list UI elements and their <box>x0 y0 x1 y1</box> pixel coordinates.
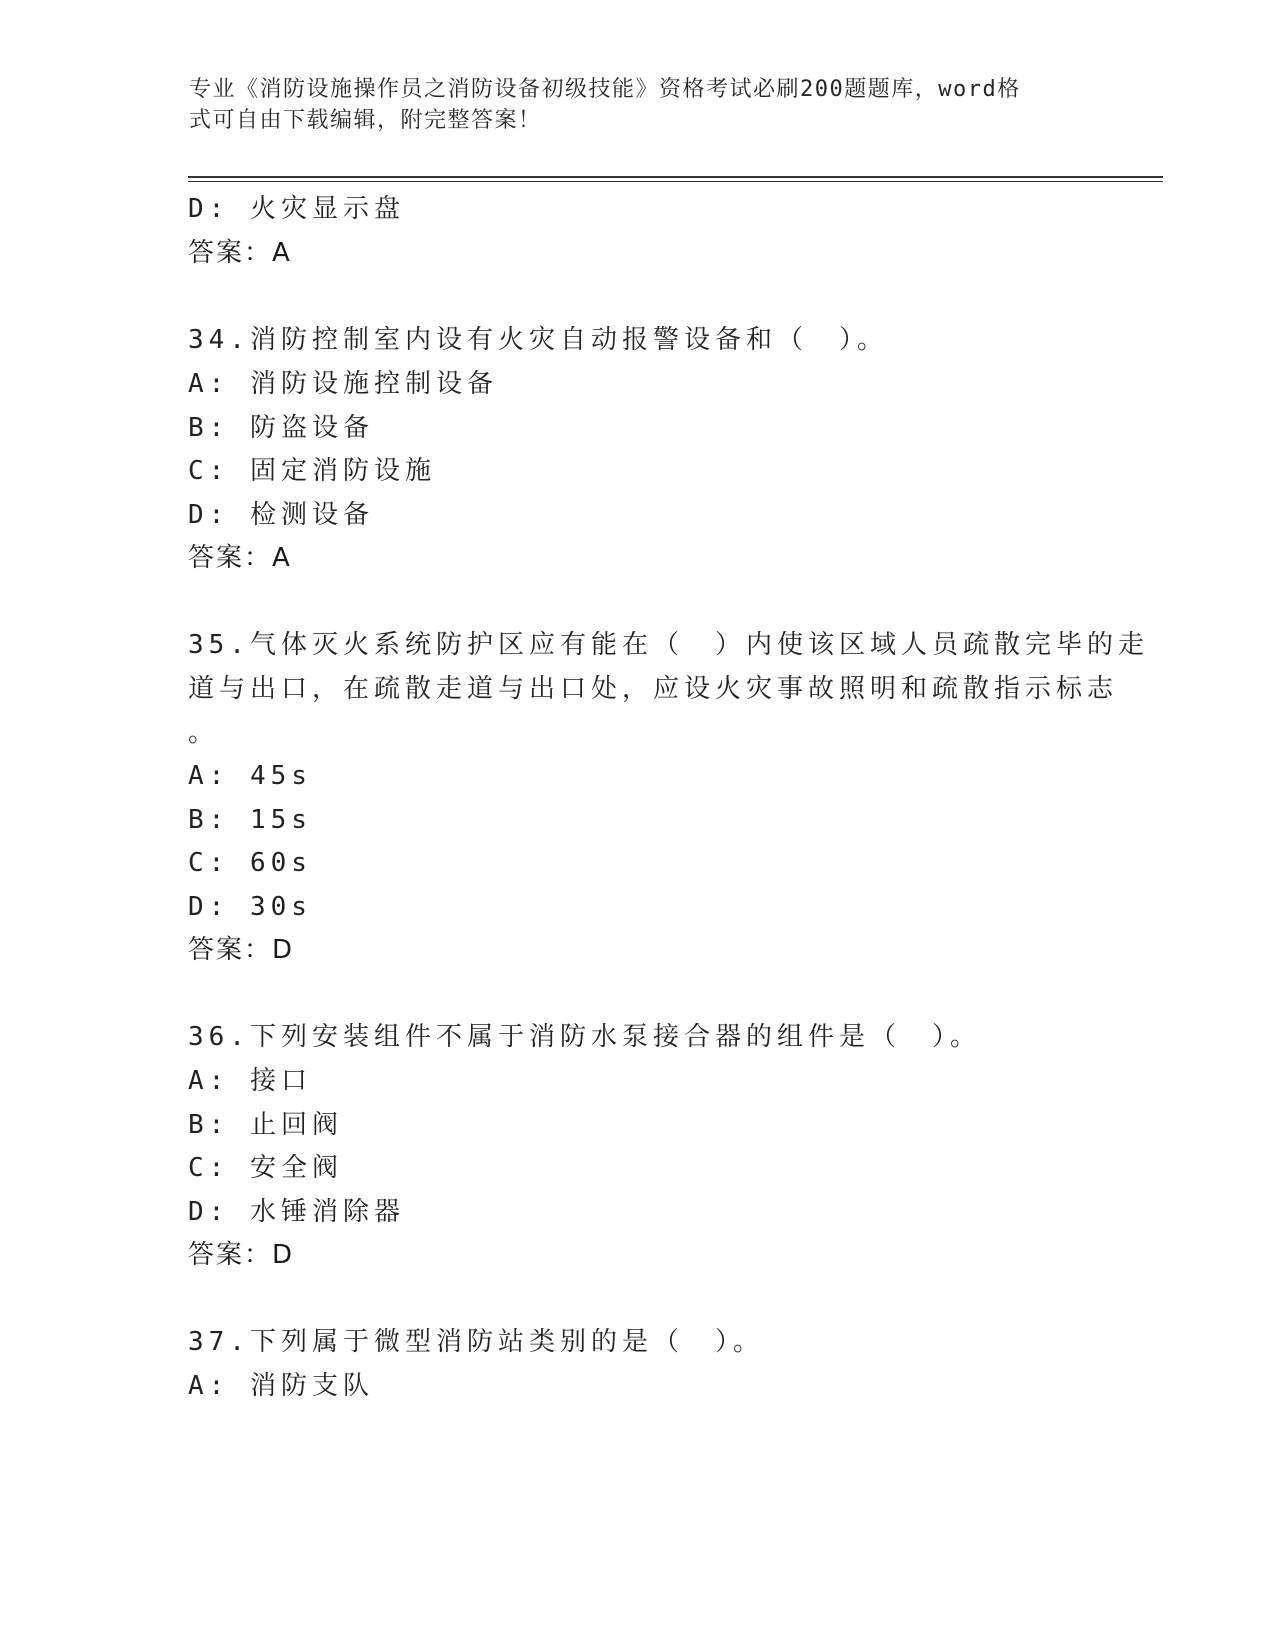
question-34-option-d: D: 检测设备 <box>188 500 374 530</box>
question-33-answer: 答案：A <box>188 238 292 268</box>
question-35-stem-line-2: 道与出口，在疏散走道与出口处，应设火灾事故照明和疏散指示标志 <box>188 674 1119 704</box>
question-34-option-c: C: 固定消防设施 <box>188 456 436 486</box>
question-37-option-a: A: 消防支队 <box>188 1371 374 1401</box>
document-header <box>189 74 1079 136</box>
header-line-1: 专业《消防设施操作员之消防设备初级技能》资格考试必刷200题题库，word格 <box>189 77 1021 102</box>
question-35-answer: 答案：D <box>188 935 295 965</box>
header-rule-thick <box>188 176 1163 178</box>
question-34-stem: 34.消防控制室内设有火灾自动报警设备和（ ）。 <box>188 325 888 355</box>
question-35-option-b: B: 15s <box>188 805 312 835</box>
question-36-option-a: A: 接口 <box>188 1066 312 1096</box>
question-36-option-c: C: 安全阀 <box>188 1153 343 1183</box>
question-35-stem-line-1: 35.气体灭火系统防护区应有能在（ ）内使该区域人员疏散完毕的走 <box>188 630 1149 660</box>
question-36-option-d: D: 水锤消除器 <box>188 1197 405 1227</box>
question-35-stem-line-3: 。 <box>188 718 220 748</box>
question-36-answer: 答案：D <box>188 1240 295 1270</box>
question-34-option-b: B: 防盗设备 <box>188 413 374 443</box>
question-37-stem: 37.下列属于微型消防站类别的是（ ）。 <box>188 1327 764 1357</box>
question-34-answer: 答案：A <box>188 543 292 573</box>
header-line-2: 式可自由下载编辑，附完整答案！ <box>189 108 542 133</box>
question-35-option-a: A: 45s <box>188 761 312 791</box>
question-34-option-a: A: 消防设施控制设备 <box>188 369 498 399</box>
question-36-option-b: B: 止回阀 <box>188 1110 343 1140</box>
question-35-option-c: C: 60s <box>188 848 312 878</box>
question-35-option-d: D: 30s <box>188 892 312 922</box>
header-rule-thin <box>188 181 1163 182</box>
question-36-stem: 36.下列安装组件不属于消防水泵接合器的组件是（ ）。 <box>188 1022 981 1052</box>
question-33-option-d: D: 火灾显示盘 <box>188 194 405 224</box>
